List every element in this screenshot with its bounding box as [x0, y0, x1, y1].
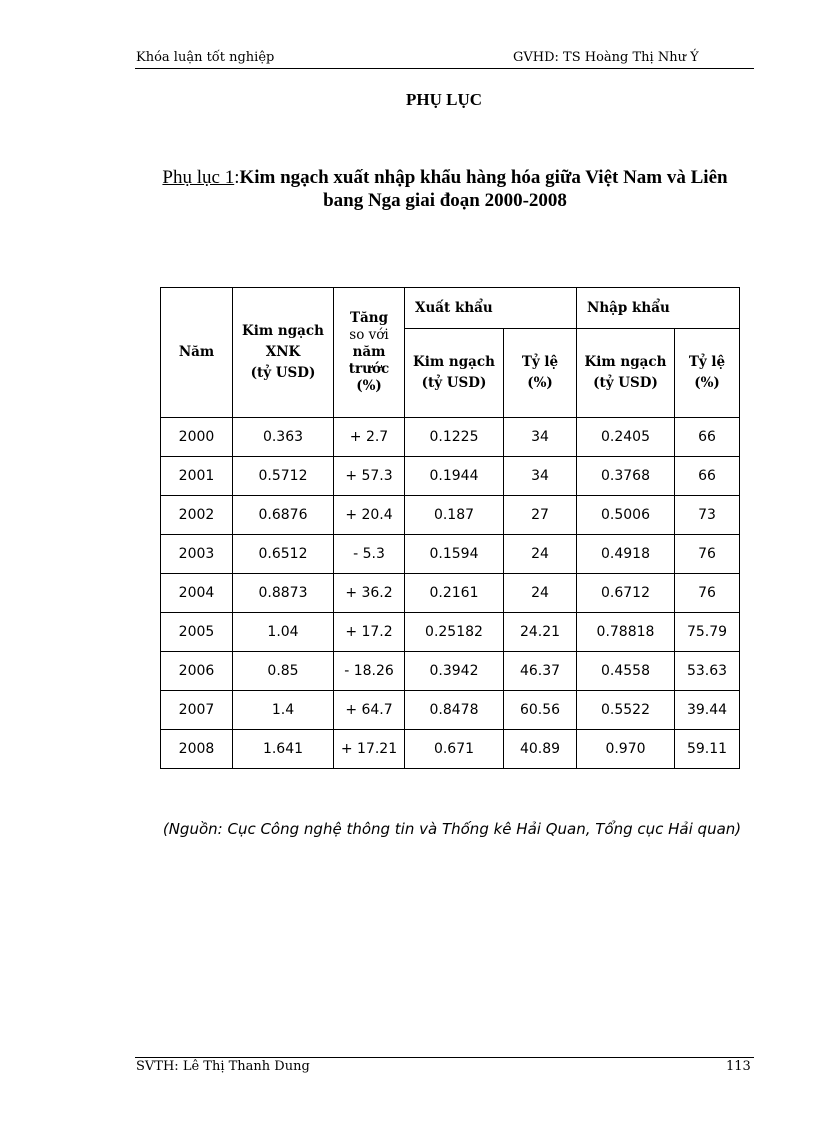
header-divider: [135, 68, 754, 69]
source-note: (Nguồn: Cục Công nghệ thông tin và Thống kê Hải Quan, Tổng cục Hải quan): [162, 820, 742, 838]
cell-year: 2003: [161, 535, 233, 574]
cell-import-share: 66: [675, 457, 740, 496]
cell-export-value: 0.187: [405, 496, 504, 535]
cell-year: 2002: [161, 496, 233, 535]
table-row: [161, 574, 740, 613]
cell-year: 2005: [161, 613, 233, 652]
appendix-colon: :: [234, 167, 240, 188]
cell-export-value: 0.1594: [405, 535, 504, 574]
cell-growth: + 17.2: [334, 613, 405, 652]
cell-year: 2000: [161, 418, 233, 457]
table-row: [161, 496, 740, 535]
cell-growth: + 57.3: [334, 457, 405, 496]
cell-export-value: 0.25182: [405, 613, 504, 652]
header-export-share: Tỷ lệ (%): [504, 329, 577, 418]
table-row: [161, 613, 740, 652]
cell-year: 2007: [161, 691, 233, 730]
table-row: [161, 691, 740, 730]
cell-import-share: 66: [675, 418, 740, 457]
header-import-value: Kim ngạch (tỷ USD): [577, 329, 675, 418]
cell-export-share: 46.37: [504, 652, 577, 691]
cell-total: 1.641: [233, 730, 334, 769]
cell-import-share: 75.79: [675, 613, 740, 652]
cell-import-value: 0.3768: [577, 457, 675, 496]
cell-year: 2001: [161, 457, 233, 496]
cell-import-share: 39.44: [675, 691, 740, 730]
cell-total: 0.5712: [233, 457, 334, 496]
table-row: [161, 418, 740, 457]
cell-import-value: 0.78818: [577, 613, 675, 652]
cell-year: 2006: [161, 652, 233, 691]
appendix-caption: [140, 166, 750, 212]
cell-year: 2004: [161, 574, 233, 613]
header-supervisor: GVHD: TS Hoàng Thị Như Ý: [513, 50, 699, 65]
header-export-value: Kim ngạch (tỷ USD): [405, 329, 504, 418]
cell-import-share: 73: [675, 496, 740, 535]
cell-growth: + 36.2: [334, 574, 405, 613]
cell-import-share: 53.63: [675, 652, 740, 691]
page-title: PHỤ LỤC: [405, 90, 483, 109]
cell-import-share: 76: [675, 574, 740, 613]
cell-total: 0.85: [233, 652, 334, 691]
cell-export-value: 0.671: [405, 730, 504, 769]
footer-student: SVTH: Lê Thị Thanh Dung: [136, 1059, 310, 1074]
cell-export-share: 60.56: [504, 691, 577, 730]
cell-total: 0.363: [233, 418, 334, 457]
cell-growth: + 20.4: [334, 496, 405, 535]
cell-total: 0.6512: [233, 535, 334, 574]
cell-import-value: 0.970: [577, 730, 675, 769]
cell-import-value: 0.2405: [577, 418, 675, 457]
appendix-title: Kim ngạch xuất nhập khẩu hàng hóa giữa Việt Nam và Liên bang Nga giai đoạn 2000-2008: [239, 167, 728, 211]
table-row: [161, 457, 740, 496]
cell-import-value: 0.4558: [577, 652, 675, 691]
page-number: 113: [726, 1059, 751, 1074]
table-row: [161, 535, 740, 574]
appendix-label: Phụ lục 1: [162, 167, 235, 188]
cell-import-share: 59.11: [675, 730, 740, 769]
cell-export-share: 34: [504, 418, 577, 457]
cell-import-value: 0.4918: [577, 535, 675, 574]
cell-growth: + 17.21: [334, 730, 405, 769]
cell-export-share: 40.89: [504, 730, 577, 769]
footer-divider: [135, 1057, 754, 1058]
cell-import-share: 76: [675, 535, 740, 574]
cell-growth: - 5.3: [334, 535, 405, 574]
cell-total: 0.8873: [233, 574, 334, 613]
header-export-group: Xuất khẩu: [405, 288, 577, 329]
cell-export-value: 0.3942: [405, 652, 504, 691]
cell-growth: + 64.7: [334, 691, 405, 730]
cell-year: 2008: [161, 730, 233, 769]
trade-table: [160, 287, 740, 769]
cell-import-value: 0.6712: [577, 574, 675, 613]
cell-export-share: 34: [504, 457, 577, 496]
cell-total: 0.6876: [233, 496, 334, 535]
cell-total: 1.04: [233, 613, 334, 652]
cell-export-value: 0.1944: [405, 457, 504, 496]
cell-export-value: 0.1225: [405, 418, 504, 457]
cell-export-share: 24.21: [504, 613, 577, 652]
cell-growth: + 2.7: [334, 418, 405, 457]
cell-import-value: 0.5006: [577, 496, 675, 535]
cell-export-value: 0.8478: [405, 691, 504, 730]
cell-export-share: 24: [504, 574, 577, 613]
table-row: [161, 652, 740, 691]
cell-import-value: 0.5522: [577, 691, 675, 730]
cell-export-value: 0.2161: [405, 574, 504, 613]
header-import-share: Tỷ lệ (%): [675, 329, 740, 418]
header-total-trade: Kim ngạch XNK (tỷ USD): [233, 288, 334, 418]
header-import-group: Nhập khẩu: [577, 288, 740, 329]
cell-growth: - 18.26: [334, 652, 405, 691]
cell-export-share: 24: [504, 535, 577, 574]
cell-export-share: 27: [504, 496, 577, 535]
header-growth: Tăng so với năm trước (%): [334, 288, 405, 418]
table-row: [161, 730, 740, 769]
header-thesis-label: Khóa luận tốt nghiệp: [136, 50, 275, 65]
header-year: Năm: [161, 288, 233, 418]
cell-total: 1.4: [233, 691, 334, 730]
